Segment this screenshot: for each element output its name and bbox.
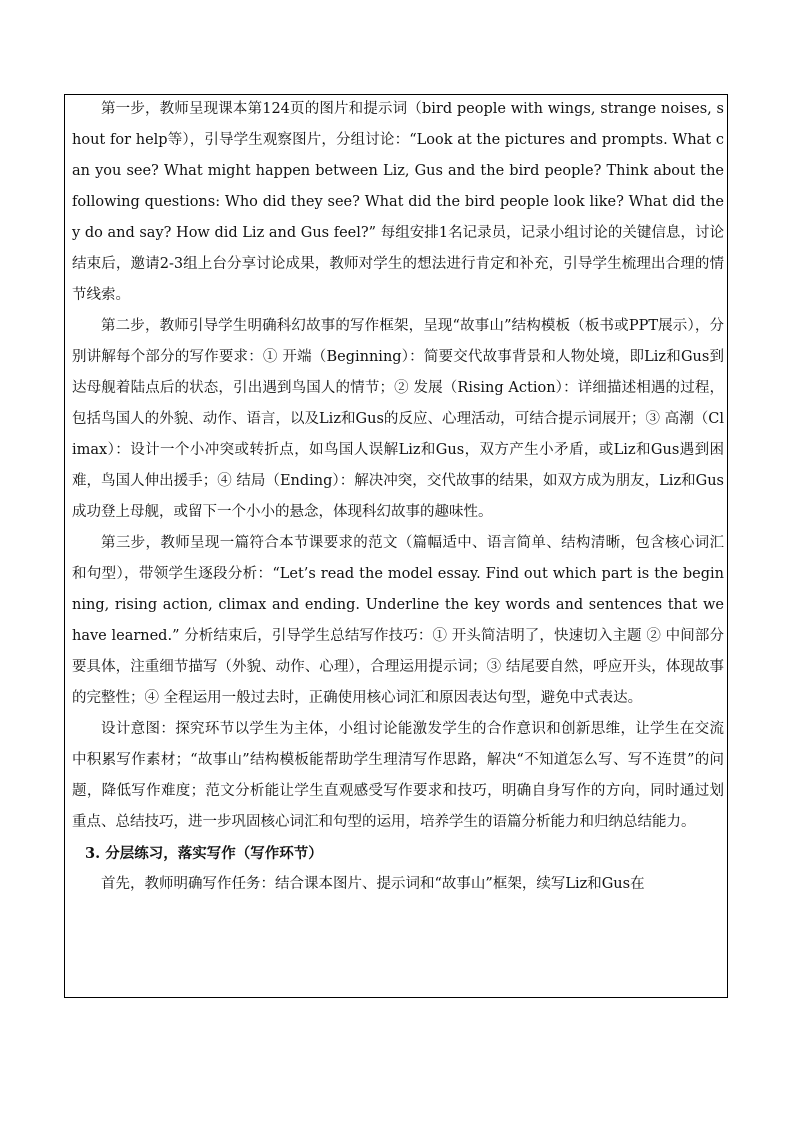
paragraph-step-two: 第二步，教师引导学生明确科幻故事的写作框架，呈现“故事山”结构模板（板书或PPT展示），分别讲解每个部分的写作要求：① 开端（Beginning）：简要交代故事背景和人物处境，即Liz和Gus到达母舰着陆点后的状态，引出遇到鸟国人的情节；② 发展（Rising Action）：详细描述相遇的过程，包括鸟国人的外貌、动作、语言，以及Liz和Gus的反应、心理活动，可结合提示词展开；③ 高潮（Climax）：设计一个小冲突或转折点，如鸟国人误解Liz和Gus，双方产生小矛盾，或Liz和Gus遇到困难，鸟国人伸出援手；④ 结局（Ending）：解决冲突，交代故事的结果，如双方成为朋友，Liz和Gus成功登上母舰，或留下一个小小的悬念，体现科幻故事的趣味性。: [72, 318, 724, 520]
document-body: [72, 94, 724, 900]
paragraph-writing-task: 首先，教师明确写作任务：结合课本图片、提示词和“故事山”框架，续写Liz和Gus在: [101, 876, 645, 892]
paragraph-design-intent: 设计意图：探究环节以学生为主体，小组讨论能激发学生的合作意识和创新思维，让学生在交流中积累写作素材；“故事山”结构模板能帮助学生理清写作思路，解决“不知道怎么写、写不连贯”的问题，降低写作难度；范文分析能让学生直观感受写作要求和技巧，明确自身写作的方向，同时通过划重点、总结技巧，进一步巩固核心词汇和句型的运用，培养学生的语篇分析能力和归纳总结能力。: [72, 721, 724, 830]
section-heading: 3. 分层练习，落实写作（写作环节）: [85, 845, 323, 862]
paragraph-step-one: 第一步，教师呈现课本第124页的图片和提示词（bird people with wings, strange noises, shout for help等），引导学生观察图片，分组讨论：“Look at the pictures and prompts. What can you see? What might happen between Liz, Gus and the bird people? Think about the following questions: Who did they see? What did the bird people look like? What did they do and say? How did Liz and Gus feel?” 每组安排1名记录员，记录小组讨论的关键信息，讨论结束后，邀请2-3组上台分享讨论成果，教师对学生的想法进行肯定和补充，引导学生梳理出合理的情节线索。: [72, 101, 724, 303]
paragraph-step-three: 第三步，教师呈现一篇符合本节课要求的范文（篇幅适中、语言简单、结构清晰，包含核心词汇和句型），带领学生逐段分析：“Let’s read the model essay. Find out which part is the beginning, rising action, climax and ending. Underline the key words and sentences that we have learned.” 分析结束后，引导学生总结写作技巧：① 开头简洁明了，快速切入主题 ② 中间部分要具体，注重细节描写（外貌、动作、心理），合理运用提示词；③ 结尾要自然，呼应开头，体现故事的完整性；④ 全程运用一般过去时，正确使用核心词汇和原因表达句型，避免中式表达。: [72, 535, 724, 706]
